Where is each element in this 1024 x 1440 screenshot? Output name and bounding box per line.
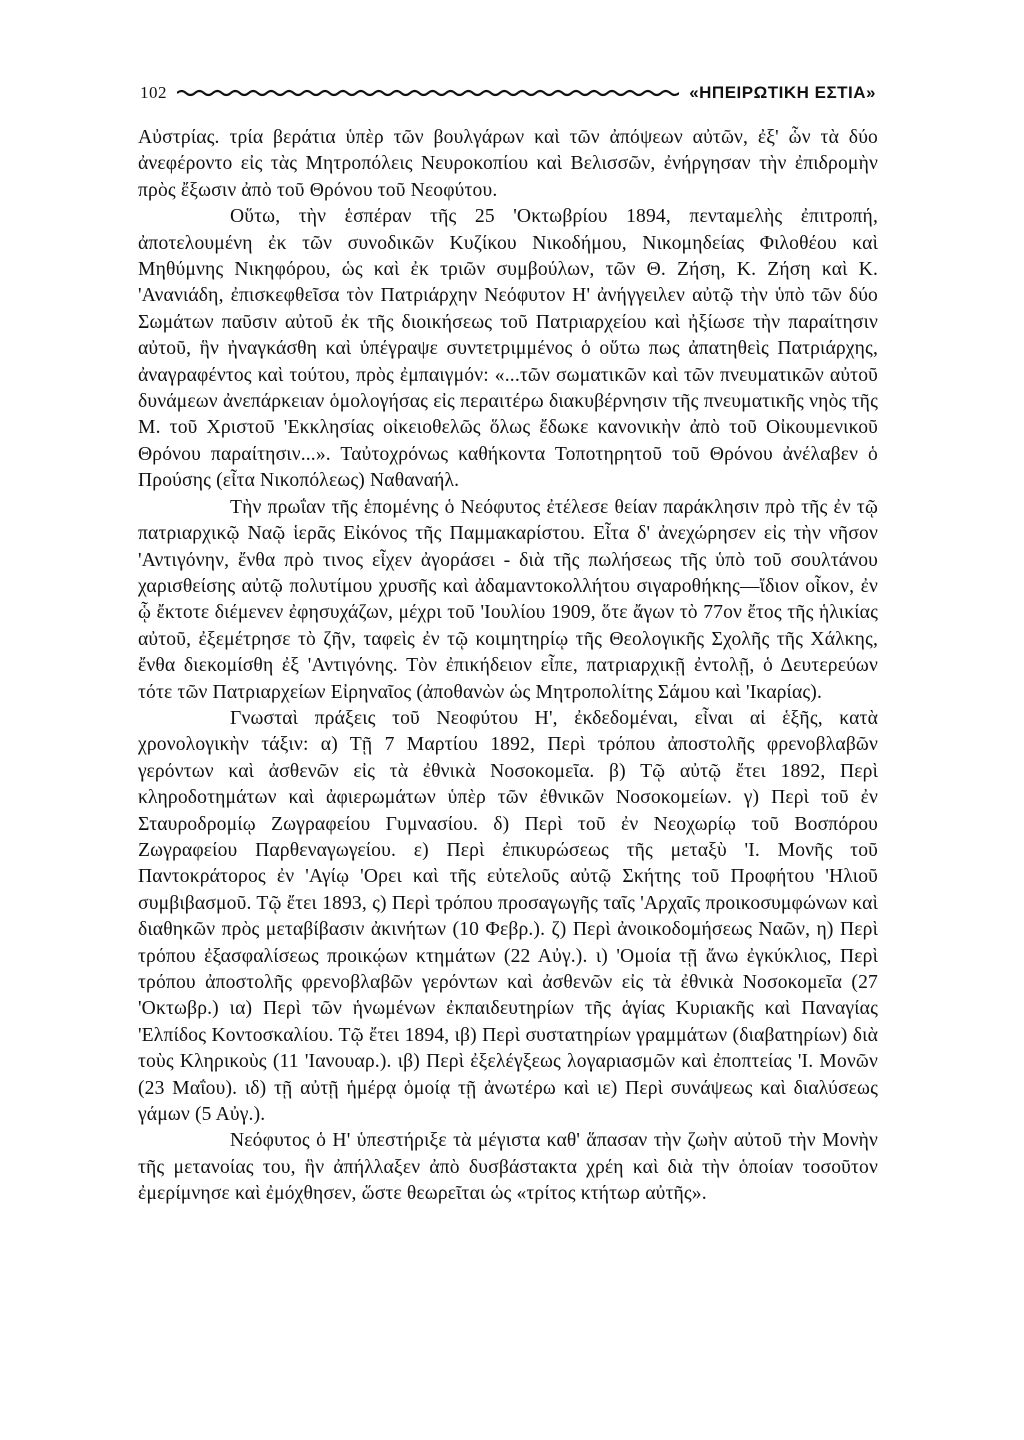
paragraph: Αὐστρίας. τρία βεράτια ὑπὲρ τῶν βουλγάρων καὶ τῶν ἀπόψεων αὐτῶν, ἐξ' ὧν τὰ δύο ἀνεφέροντο εἰς τὰς Μητροπόλεις Νευροκοπίου καὶ Βελισσῶν, ἐνήργησαν τὴν ἐπιδρομὴν πρὸς ἔξωσιν ἀπὸ τοῦ Θρόνου τοῦ Νεοφύτου. bbox=[138, 127, 878, 201]
page-header bbox=[140, 78, 876, 108]
paragraph: Νεόφυτος ὁ Η' ὑπεστήριξε τὰ μέγιστα καθ' ἅπασαν τὴν ζωὴν αὐτοῦ τὴν Μονὴν τῆς μετανοίας του, ἣν ἀπήλλαξεν ἀπὸ δυσβάστακτα χρέη καὶ διὰ τὴν ὁποίαν τοσοῦτον ἐμερίμνησε καὶ ἐμόχθησεν, ὥστε θεωρεῖται ὡς «τρίτος κτήτωρ αὐτῆς». bbox=[138, 1130, 878, 1205]
page-number: 102 bbox=[140, 83, 167, 102]
body-text bbox=[138, 125, 878, 1208]
decorative-wavy-rule bbox=[177, 88, 679, 98]
paragraph: Γνωσταὶ πράξεις τοῦ Νεοφύτου Η', ἐκδεδομέναι, εἶναι αἱ ἑξῆς, κατὰ χρονολογικὴν τάξιν: α) Τῇ 7 Μαρτίου 1892, Περὶ τρόπου ἀποστολῆς φρενοβλαβῶν γερόντων καὶ ἀσθενῶν εἰς τὰ ἐθνικὰ Νοσοκομεῖα. β) Τῷ αὐτῷ ἔτει 1892, Περὶ κληροδοτημάτων καὶ ἀφιερωμάτων ὑπὲρ τῶν ἐθνικῶν Νοσοκομείων. γ) Περὶ τοῦ ἐν Σταυροδρομίῳ Ζωγραφείου Γυμνασίου. δ) Περὶ τοῦ ἐν Νεοχωρίῳ τοῦ Βοσπόρου Ζωγραφείου Παρθεναγωγείου. ε) Περὶ ἐπικυρώσεως τῆς μεταξὺ 'Ι. Μονῆς τοῦ Παντοκράτορος ἐν 'Αγίῳ 'Ορει καὶ τῆς εὐτελοῦς αὐτῷ Σκήτης τοῦ Προφήτου 'Ηλιοῦ συμβιβασμοῦ. Τῷ ἔτει 1893, ς) Περὶ τρόπου προσαγωγῆς ταῖς 'Αρχαῖς προικοσυμφώνων καὶ διαθηκῶν πρὸς μεταβίβασιν ἀκινήτων (10 Φεβρ.). ζ) Περὶ ἀνοικοδομήσεως Ναῶν, η) Περὶ τρόπου ἐξασφαλίσεως προικῴων κτημάτων (22 Αὐγ.). ι) 'Ομοία τῇ ἄνω ἐγκύκλιος, Περὶ τρόπου ἀποστολῆς φρενοβλαβῶν γερόντων καὶ ἀσθενῶν εἰς τὰ ἐθνικὰ Νοσοκομεῖα (27 'Οκτωβρ.) ια) Περὶ τῶν ἡνωμένων ἐκπαιδευτηρίων τῆς ἁγίας Κυριακῆς καὶ Παναγίας 'Ελπίδος Κοντοσκαλίου. Τῷ ἔτει 1894, ιβ) Περὶ συστατηρίων γραμμάτων (διαβατηρίων) διὰ τοὺς Κληρικοὺς (11 'Ιανουαρ.). ιβ) Περὶ ἐξελέγξεως λογαριασμῶν καὶ ἐποπτείας 'Ι. Μονῶν (23 Μαΐου). ιδ) τῇ αὐτῇ ἡμέρᾳ ὁμοίᾳ τῇ ἀνωτέρω καὶ ιε) Περὶ συνάψεως καὶ διαλύσεως γάμων (5 Αὐγ.). bbox=[138, 707, 878, 1126]
paragraph: Τὴν πρωΐαν τῆς ἑπομένης ὁ Νεόφυτος ἐτέλεσε θείαν παράκλησιν πρὸ τῆς ἐν τῷ πατριαρχικῷ Ναῷ ἱερᾶς Εἰκόνος τῆς Παμμακαρίστου. Εἶτα δ' ἀνεχώρησεν εἰς τὴν νῆσον 'Αντιγόνην, ἔνθα πρὸ τινος εἶχεν ἀγοράσει - διὰ τῆς πωλήσεως τῆς ὑπὸ τοῦ σουλτάνου χαρισθείσης αὐτῷ πολυτίμου χρυσῆς καὶ ἀδαμαντοκολλήτου σιγαροθήκης—ἴδιον οἶκον, ἐν ᾧ ἔκτοτε διέμενεν ἐφησυχάζων, μέχρι τοῦ 'Ιουλίου 1909, ὅτε ἄγων τὸ 77ον ἔτος τῆς ἡλικίας αὐτοῦ, ἐξεμέτρησε τὸ ζῆν, ταφεὶς ἐν τῷ κοιμητηρίῳ τῆς Θεολογικῆς Σχολῆς τῆς Χάλκης, ἔνθα διεκομίσθη ἐξ 'Αντιγόνης. Τὸν ἐπικήδειον εἶπε, πατριαρχικῇ ἐντολῇ, ὁ Δευτερεύων τότε τῶν Πατριαρχείων Εἰρηναῖος (ἀποθανὼν ὡς Μητροπολίτης Σάμου καὶ 'Ικαρίας). bbox=[138, 496, 878, 703]
paragraph: Οὕτω, τὴν ἑσπέραν τῆς 25 'Οκτωβρίου 1894, πενταμελὴς ἐπιτροπή, ἀποτελουμένη ἐκ τῶν συνοδικῶν Κυζίκου Νικοδήμου, Νικομηδείας Φιλοθέου καὶ Μηθύμνης Νικηφόρου, ὡς καὶ ἐκ τριῶν συμβούλων, τῶν Θ. Ζήση, Κ. Ζήση καὶ Κ. 'Ανανιάδη, ἐπισκεφθεῖσα τὸν Πατριάρχην Νεόφυτον Η' ἀνήγγειλεν αὐτῷ τὴν ὑπὸ τῶν δύο Σωμάτων παῦσιν αὐτοῦ ἐκ τῆς διοικήσεως τοῦ Πατριαρχείου καὶ ἠξίωσε τὴν παραίτησιν αὐτοῦ, ἣν ἠναγκάσθη καὶ ὑπέγραψε συντετριμμένος ὁ οὕτω πως ἀπατηθεὶς Πατριάρχης, ἀναγραφέντος καὶ τούτου, πρὸς ἐμπαιγμόν: «...τῶν σωματικῶν καὶ τῶν πνευματικῶν αὐτοῦ δυνάμεων ἀνεπάρκειαν ὁμολογήσας εἰς περαιτέρω διακυβέρνησιν τῆς πνευματικῆς νηὸς τῆς Μ. τοῦ Χριστοῦ 'Εκκλησίας οἰκειοθελῶς ὅλως ἔδωκε κανονικὴν ἀπὸ τοῦ Οἰκουμενικοῦ Θρόνου παραίτησιν...». Ταὐτοχρόνως καθήκοντα Τοποτηρητοῦ τοῦ Θρόνου ἀνέλαβεν ὁ Προύσης (εἶτα Νικοπόλεως) Ναθαναήλ. bbox=[138, 206, 878, 492]
running-title: «ΗΠΕΙΡΩΤΙΚΗ ΕΣΤΙΑ» bbox=[689, 83, 876, 102]
